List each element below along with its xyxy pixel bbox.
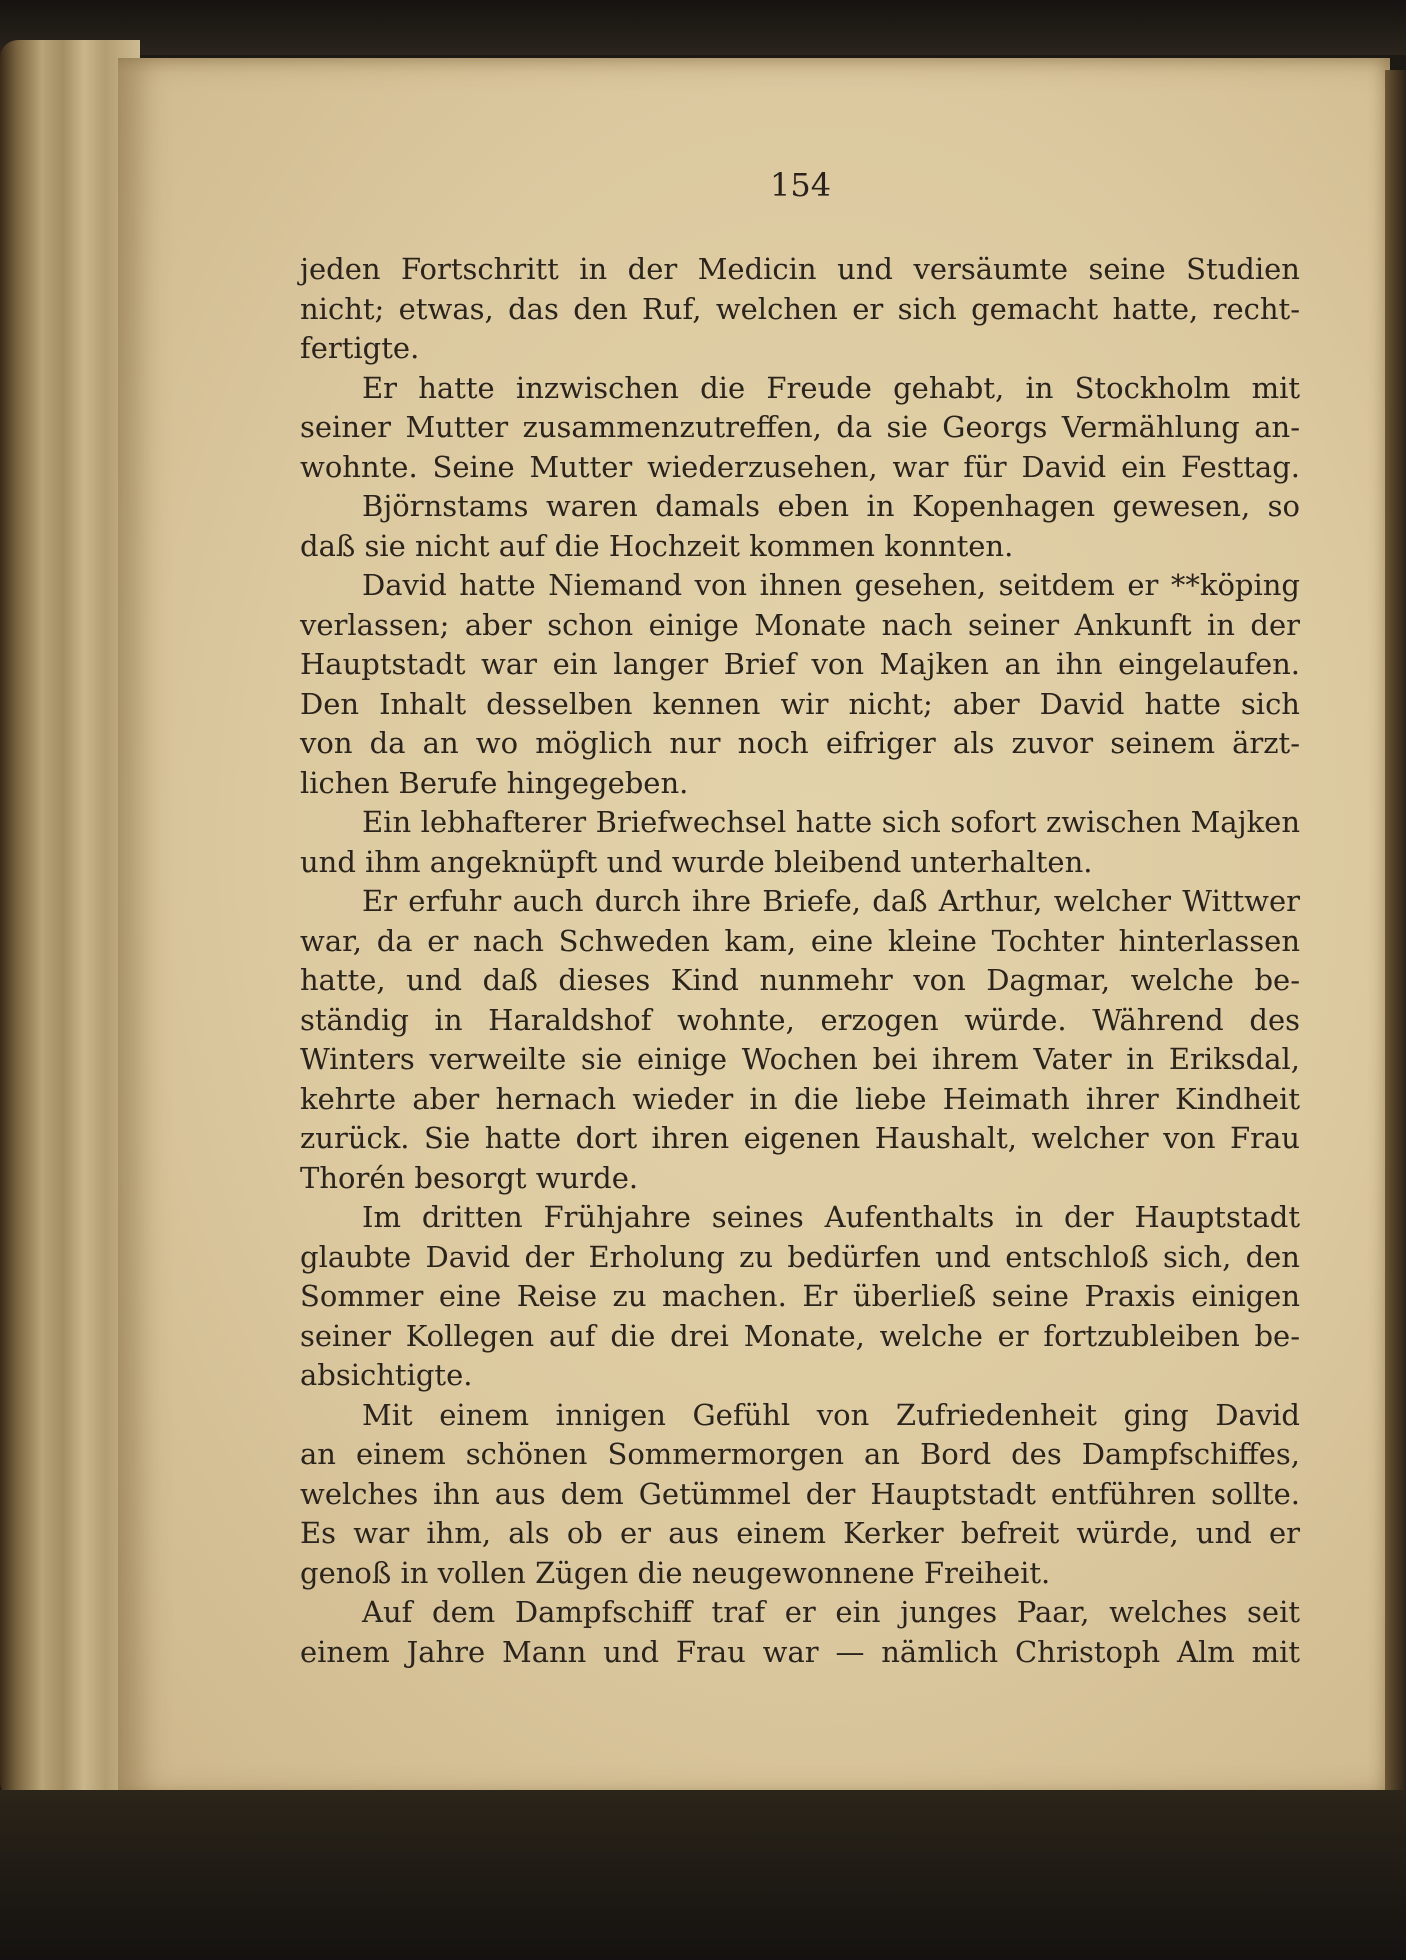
text-line: glaubte David der Erholung zu bedürfen und entschloß sich, den — [300, 1239, 1300, 1274]
text-line: absichtigte. — [300, 1358, 473, 1392]
text-line: lichen Berufe hingegeben. — [300, 765, 689, 800]
text-line: Winters verweilte sie einige Wochen bei ihrem Vater in Eriksdal, — [300, 1042, 1300, 1076]
text-line: an einem schönen Sommermorgen an Bord des Dampfschiffes, — [300, 1437, 1300, 1471]
text-line: seiner Mutter zusammenzutreffen, da sie Georgs Vermählung an- — [300, 410, 1300, 444]
text-line: welches ihn aus dem Getümmel der Hauptstadt entführen sollte. — [300, 1476, 1300, 1511]
text-line: Er erfuhr auch durch ihre Briefe, daß Arthur, welcher Wittwer — [362, 884, 1300, 918]
scan-background-top — [0, 0, 1406, 55]
text-line: Es war ihm, als ob er aus einem Kerker befreit würde, und er — [300, 1516, 1300, 1550]
text-line: Ein lebhafterer Briefwechsel hatte sich sofort zwischen Majken — [362, 805, 1300, 839]
text-line: seiner Kollegen auf die drei Monate, welche er fortzubleiben be- — [300, 1318, 1300, 1353]
text-line: Mit einem innigen Gefühl von Zufriedenheit ging David — [362, 1397, 1300, 1432]
text-line: jeden Fortschritt in der Medicin und versäumte seine Studien — [300, 252, 1300, 286]
text-line: nicht; etwas, das den Ruf, welchen er sich gemacht hatte, recht- — [300, 291, 1300, 326]
text-line: kehrte aber hernach wieder in die liebe Heimath ihrer Kindheit — [300, 1081, 1300, 1116]
text-line: einem Jahre Mann und Frau war — nämlich Christoph Alm mit — [300, 1634, 1300, 1669]
body-text — [300, 250, 1300, 1672]
text-line: ständig in Haraldshof wohnte, erzogen würde. Während des — [300, 1002, 1300, 1037]
text-line: Den Inhalt desselben kennen wir nicht; aber David hatte sich — [300, 686, 1300, 721]
text-line: wohnte. Seine Mutter wiederzusehen, war für David ein Festtag. — [300, 449, 1300, 484]
book-cover-edge — [1385, 70, 1406, 1790]
text-line: Auf dem Dampfschiff traf er ein junges Paar, welches seit — [362, 1595, 1300, 1629]
text-line: zurück. Sie hatte dort ihren eigenen Haushalt, welcher von Frau — [300, 1121, 1300, 1155]
text-line: verlassen; aber schon einige Monate nach seiner Ankunft in der — [300, 607, 1300, 642]
scan-background-bottom — [0, 1790, 1406, 1960]
text-line: Björnstams waren damals eben in Kopenhagen gewesen, so — [362, 489, 1300, 523]
text-line: hatte, und daß dieses Kind nunmehr von Dagmar, welche be- — [300, 963, 1300, 997]
text-line: Im dritten Frühjahre seines Aufenthalts in der Hauptstadt — [362, 1200, 1300, 1234]
text-line: von da an wo möglich nur noch eifriger als zuvor seinem ärzt- — [300, 726, 1300, 760]
text-line: Sommer eine Reise zu machen. Er überließ seine Praxis einigen — [300, 1279, 1300, 1313]
page-number: 154 — [770, 166, 832, 204]
text-line: fertigte. — [300, 331, 420, 365]
text-line: Hauptstadt war ein langer Brief von Majken an ihn eingelaufen. — [300, 647, 1300, 681]
text-line: David hatte Niemand von ihnen gesehen, seitdem er **köping — [362, 568, 1300, 602]
text-line: und ihm angeknüpft und wurde bleibend unterhalten. — [300, 844, 1093, 879]
text-line: war, da er nach Schweden kam, eine kleine Tochter hinterlassen — [300, 923, 1300, 958]
text-line: genoß in vollen Zügen die neugewonnene Freiheit. — [300, 1555, 1051, 1590]
text-line: daß sie nicht auf die Hochzeit kommen konnten. — [300, 528, 1014, 563]
text-line: Thorén besorgt wurde. — [300, 1160, 639, 1195]
text-line: Er hatte inzwischen die Freude gehabt, in Stockholm mit — [362, 370, 1300, 405]
